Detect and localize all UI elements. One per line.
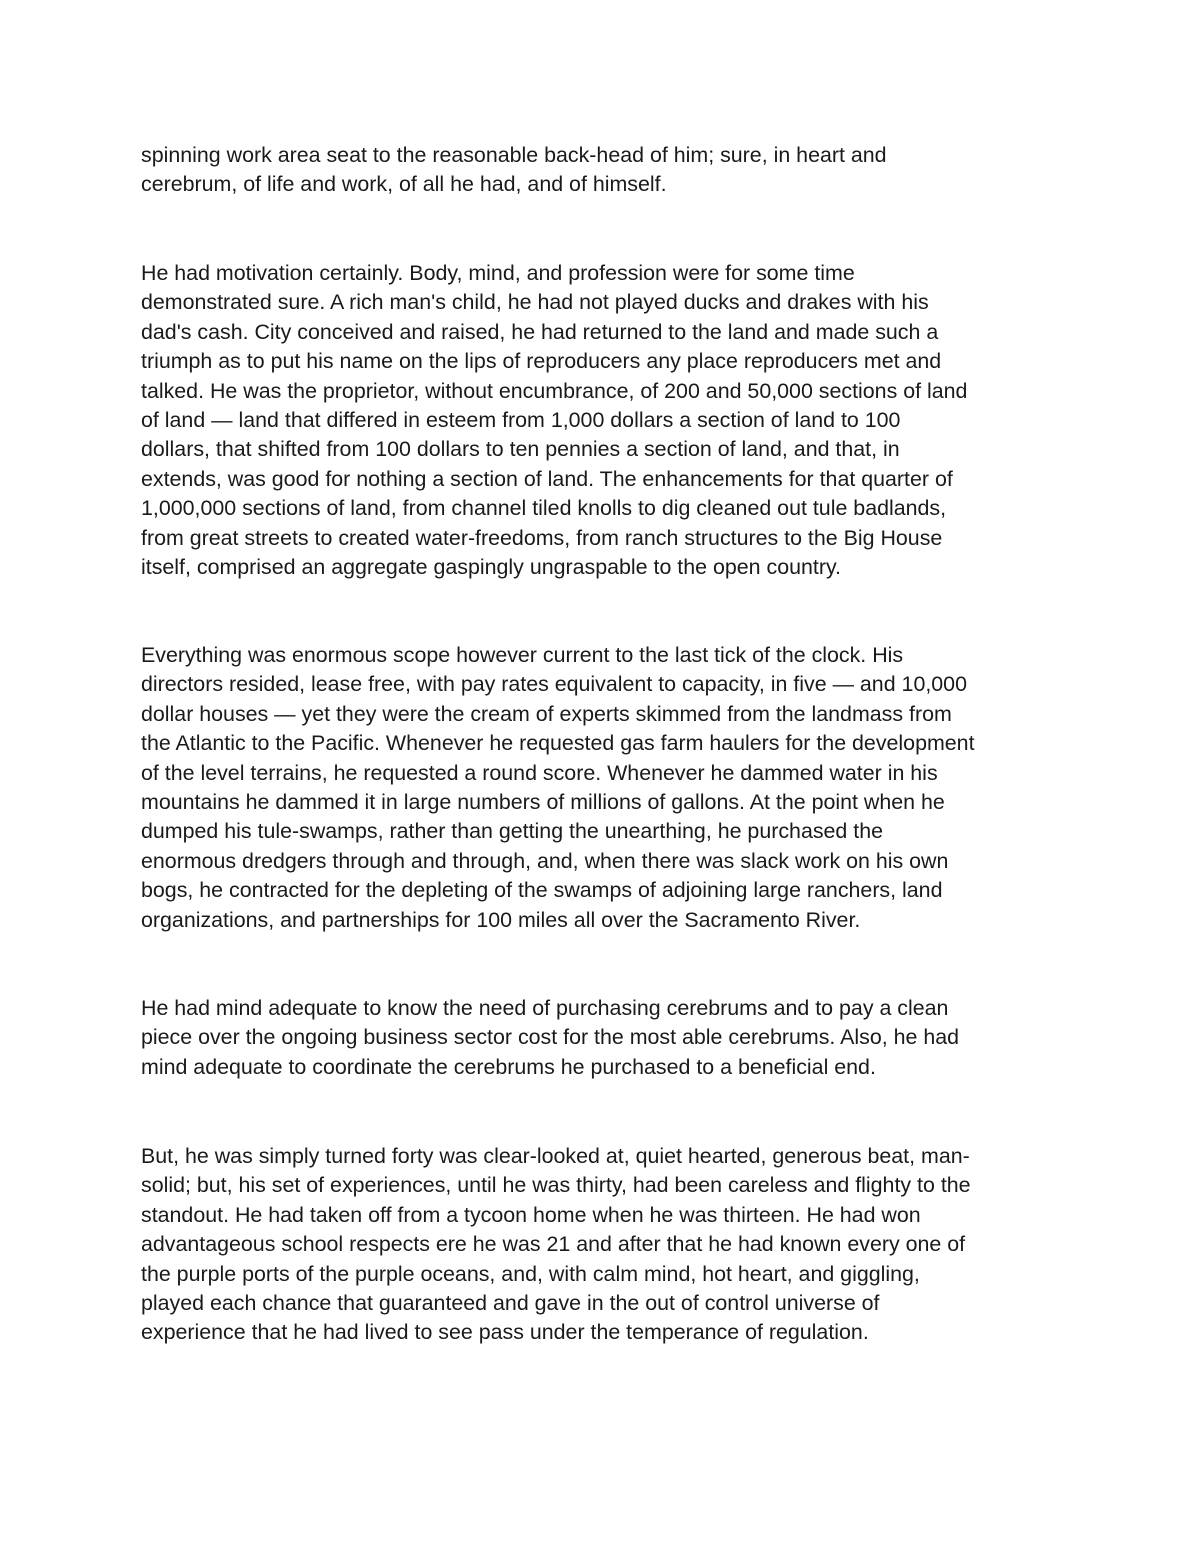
paragraph-1: spinning work area seat to the reasonable back-head of him; sure, in heart and cerebrum, of life and work, of all he had, and of himself. — [141, 143, 887, 197]
paragraph-5: But, he was simply turned forty was clear-looked at, quiet hearted, generous beat, man- solid; but, his set of experiences, until he was thirty, had been careless and flighty to the standout. He had taken off from a tycoon home when he was thirteen. He had won advantageous school respects ere he was 21 and after that he had known every one of the purple ports of the purple oceans, and, with calm mind, hot heart, and giggling, played each chance that guaranteed and gave in the out of control universe of experience that he had lived to see pass under the temperance of regulation. — [141, 1144, 971, 1345]
paragraph-2: He had motivation certainly. Body, mind, and profession were for some time demonstrated sure. A rich man's child, he had not played ducks and drakes with his dad's cash. City conceived and raised, he had returned to the land and made such a triumph as to put his name on the lips of reproducers any place reproducers met and talked. He was the proprietor, without encumbrance, of 200 and 50,000 sections of land of land — land that differed in esteem from 1,000 dollars a section of land to 100 dollars, that shifted from 100 dollars to ten pennies a section of land, and that, in extends, was good for nothing a section of land. The enhancements for that quarter of 1,000,000 sections of land, from channel tiled knolls to dig cleaned out tule badlands, from great streets to created water-freedoms, from ranch structures to the Big House itself, comprised an aggregate gaspingly ungraspable to the open country. — [141, 261, 968, 580]
paragraph-4: He had mind adequate to know the need of purchasing cerebrums and to pay a clean piece over the ongoing business sector cost for the most able cerebrums. Also, he had mind adequate to coordinate the cerebrums he purchased to a beneficial end. — [141, 996, 960, 1079]
paragraph-3: Everything was enormous scope however current to the last tick of the clock. His directors resided, lease free, with pay rates equivalent to capacity, in five — and 10,000 dollar houses — yet they were the cream of experts skimmed from the landmass from the Atlantic to the Pacific. Whenever he requested gas farm haulers for the development of the level terrains, he requested a round score. Whenever he dammed water in his mountains he dammed it in large numbers of millions of gallons. At the point when he dumped his tule-swamps, rather than getting the unearthing, he purchased the enormous dredgers through and through, and, when there was slack work on his own bogs, he contracted for the depleting of the swamps of adjoining large ranchers, land organizations, and partnerships for 100 miles all over the Sacramento River. — [141, 643, 975, 932]
